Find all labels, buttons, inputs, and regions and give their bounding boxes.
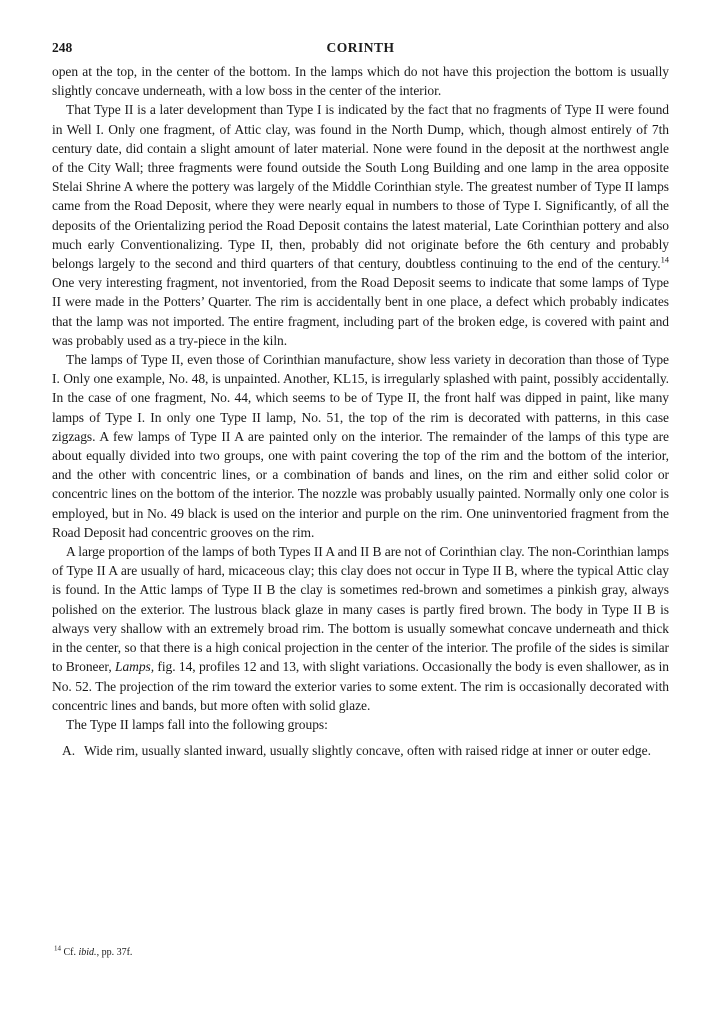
footnote-14: [54, 946, 654, 960]
paragraph-3-text: The lamps of Type II, even those of Corinthian manufacture, show less variety in decoration than those of Type I. Only one example, No. 48, is unpainted. Another, KL15, is irregularly splashed with paint, possibly accidentally. In the case of one fragment, No. 44, which seems to be of Type II, the front half was dipped in paint, like many lamps of Type I. In only one Type II lamp, No. 51, the top of the rim is decorated with patterns, in this case zigzags. A few lamps of Type II A are painted only on the interior. The remainder of the lamps of this type are about equally divided into two groups, one with paint covering the top of the rim and the bottom of the interior, and the other with concentric lines, or a combination of bands and lines, on the rim and either solid color or concentric lines on the bottom of the interior. The nozzle was probably usually painted. Normally only one color is employed, but in No. 49 black is used on the interior and purple on the rim. One uninventoried fragment from the Road Deposit had concentric grooves on the rim.: [52, 352, 669, 540]
footnote-italic: ibid.: [78, 947, 97, 958]
footnote-number: 14: [54, 944, 61, 953]
paragraph-4-text-b: fig. 14, profiles 12 and 13, with slight variations. Occasionally the body is even shallower, as in No. 52. The projection of the rim toward the exterior varies to some extent. The rim is occasionally decorated with concentric lines and bands, but more often with solid glaze.: [52, 659, 669, 713]
group-list: [52, 741, 669, 760]
group-marker: A.: [62, 743, 76, 759]
paragraph-4: [52, 542, 669, 715]
running-head: [52, 40, 669, 62]
paragraph-3: [52, 350, 669, 542]
page-number: 248: [52, 40, 73, 55]
footnote-ref-14[interactable]: 14: [660, 254, 669, 265]
footnote-suffix: , pp. 37f.: [96, 947, 133, 958]
paragraph-5: [52, 715, 669, 734]
paragraph-2-text-b: One very interesting fragment, not inventoried, from the Road Deposit seems to indicate that some lamps of Type II were made in the Potters’ Quarter. The rim is accidentally bent in one place, a defect which probably indicates that the lamp was not imported. The entire fragment, including part of the broken edge, is covered with paint and was probably used as a try-piece in the kiln.: [52, 275, 669, 348]
page: [52, 40, 669, 760]
footnote-prefix: Cf.: [61, 947, 79, 958]
paragraph-4-text-a: A large proportion of the lamps of both Types II A and II B are not of Corinthian clay. The non-Corinthian lamps of Type II A are usually of hard, micaceous clay; this clay does not occur in Type II B, where the typical Attic clay is found. In the Attic lamps of Type II B the clay is sometimes red-brown and sometimes a pinkish gray, always polished on the exterior. The lustrous black glaze in many cases is partly fired brown. The body in Type II B is always very shallow with an extremely broad rim. The bottom is usually somewhat concave underneath and thick in the center, so that there is a high conical projection in the center of the interior. The profile of the sides is similar to Broneer,: [52, 544, 669, 675]
paragraph-2-text-a: That Type II is a later development than Type I is indicated by the fact that no fragments of Type II were found in Well I. Only one fragment, of Attic clay, was found in the North Dump, which, though almost entirely of 7th century date, did contain a slight amount of later material. None were found in the deposit at the northwest angle of the City Wall; three fragments were found outside the South Long Building and one lamp in the area opposite Stelai Shrine A where the pottery was largely of the Middle Corinthian style. The greatest number of Type II lamps came from the Road Deposit, where they were nearly equal in numbers to those of Type I. Significantly, of all the deposits of the Orientalizing period the Road Deposit contains the latest material, Late Corinthian pottery and also much early Conventionalizing. Type II, then, probably did not originate before the 6th century and probably belongs largely to the second and third quarters of that century, doubtless continuing to the end of the century.: [52, 102, 669, 272]
paragraph-1-text: open at the top, in the center of the bottom. In the lamps which do not have this projection the bottom is usually slightly concave underneath, with a low boss in the center of the interior.: [52, 64, 669, 99]
paragraph-2: [52, 100, 669, 350]
paragraph-5-text: The Type II lamps fall into the following groups:: [66, 716, 328, 732]
running-title: CORINTH: [326, 40, 395, 55]
body-text: [52, 62, 669, 760]
group-item-a: [52, 741, 669, 760]
paragraph-4-italic-title: Lamps,: [114, 659, 155, 675]
paragraph-1: [52, 62, 669, 100]
group-text: Wide rim, usually slanted inward, usually slightly concave, often with raised ridge at inner or outer edge.: [84, 743, 652, 759]
